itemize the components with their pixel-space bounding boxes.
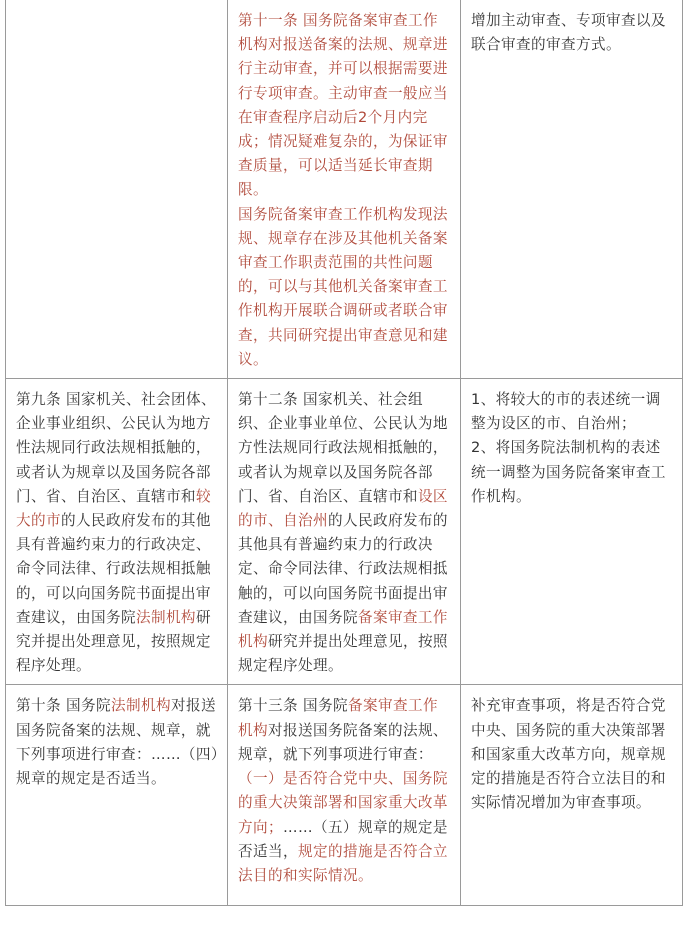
revised-text: 第十一条 国务院备案审查工作机构对报送备案的法规、规章进行主动审查，并可以根据需要进行专项审查。主动审查一般应当在审查程序启动后2个月内完成；情况疑难复杂的，为保证审查质量，可以适当延长审查期限。 xyxy=(238,12,448,199)
provision-paragraph xyxy=(16,694,219,791)
provision-text: 对报送国务院备案的法规、规章，就下列事项进行审查：……（四）规章的规定是否适当。 xyxy=(16,697,219,788)
provision-text: 第九条 国家机关、社会团体、企业事业组织、公民认为地方性法规同行政法规相抵触的，或者认为规章以及国务院各部门、省、自治区、直辖市和 xyxy=(16,391,216,505)
provision-paragraph xyxy=(238,767,452,888)
new-provision-cell xyxy=(228,379,461,685)
revised-text: 设区的市、自治州 xyxy=(238,487,448,530)
revised-text: 备案审查工作机构 xyxy=(238,697,438,739)
revised-text: 法制机构 xyxy=(111,697,171,715)
table-row xyxy=(6,685,683,906)
table-row xyxy=(6,379,683,685)
provision-text: 研究并提出处理意见，按照规定程序处理。 xyxy=(238,633,448,675)
provision-paragraph xyxy=(238,694,452,767)
table-row xyxy=(6,0,683,379)
provision-text: 第十三条 国务院 xyxy=(238,697,348,715)
note-paragraph: 补充审查事项，将是否符合党中央、国务院的重大决策部署和国家重大改革方向，规章规定的措施是否符合立法目的和实际情况增加为审查事项。 xyxy=(471,697,666,812)
provision-text: 对报送国务院备案的法规、规章，就下列事项进行审查： xyxy=(238,721,448,763)
provision-text: 的人民政府发布的其他具有普遍约束力的行政决定、命令同法律、行政法规相抵触的，可以向国务院书面提出审查建议，由国务院 xyxy=(16,512,211,626)
provision-paragraph xyxy=(238,388,452,678)
revised-text: （一）是否符合党中央、国务院的重大决策部署和国家重大改革方向； xyxy=(238,770,448,836)
revised-text: 较大的市 xyxy=(16,487,211,530)
provision-text: ……（五）规章的规定是否适当， xyxy=(238,818,448,860)
revision-note-cell xyxy=(461,0,683,379)
old-provision-cell xyxy=(6,379,228,685)
revised-text: 国务院备案审查工作机构发现法规、规章存在涉及其他机关备案审查工作职责范围的共性问题的，可以与其他机关备案审查工作机构开展联合调研或者联合审查，共同研究提出审查意见和建议。 xyxy=(238,205,448,368)
revised-text: 法制机构 xyxy=(135,608,196,626)
old-provision-cell xyxy=(6,685,228,906)
provision-text: 的人民政府发布的其他具有普遍约束力的行政决定、命令同法律、行政法规相抵触的，可以向国务院书面提出审查建议，由国务院 xyxy=(238,512,448,626)
note-paragraph: 增加主动审查、专项审查以及联合审查的审查方式。 xyxy=(471,12,666,54)
new-provision-cell xyxy=(228,685,461,906)
new-provision-cell xyxy=(228,0,461,379)
provision-text: 第十二条 国家机关、社会组织、企业事业单位、公民认为地方性法规同行政法规相抵触的，或者认为规章以及国务院各部门、省、自治区、直辖市和 xyxy=(238,391,448,505)
old-provision-cell xyxy=(6,0,228,379)
revision-note-cell xyxy=(461,685,683,906)
provision-text: 第十条 国务院 xyxy=(16,697,112,715)
provision-paragraph xyxy=(16,388,219,678)
comparison-table xyxy=(5,0,683,906)
provision-paragraph xyxy=(238,203,452,372)
revised-text: 规定的措施是否符合立法目的和实际情况。 xyxy=(238,842,448,884)
note-paragraph: 2、将国务院法制机构的表述统一调整为国务院备案审查工作机构。 xyxy=(471,439,666,505)
revision-note-cell xyxy=(461,379,683,685)
note-paragraph: 1、将较大的市的表述统一调整为设区的市、自治州； xyxy=(471,391,661,433)
revised-text: 备案审查工作机构 xyxy=(238,608,448,651)
provision-text: 研究并提出处理意见，按照规定程序处理。 xyxy=(16,608,211,675)
provision-paragraph xyxy=(238,9,452,203)
